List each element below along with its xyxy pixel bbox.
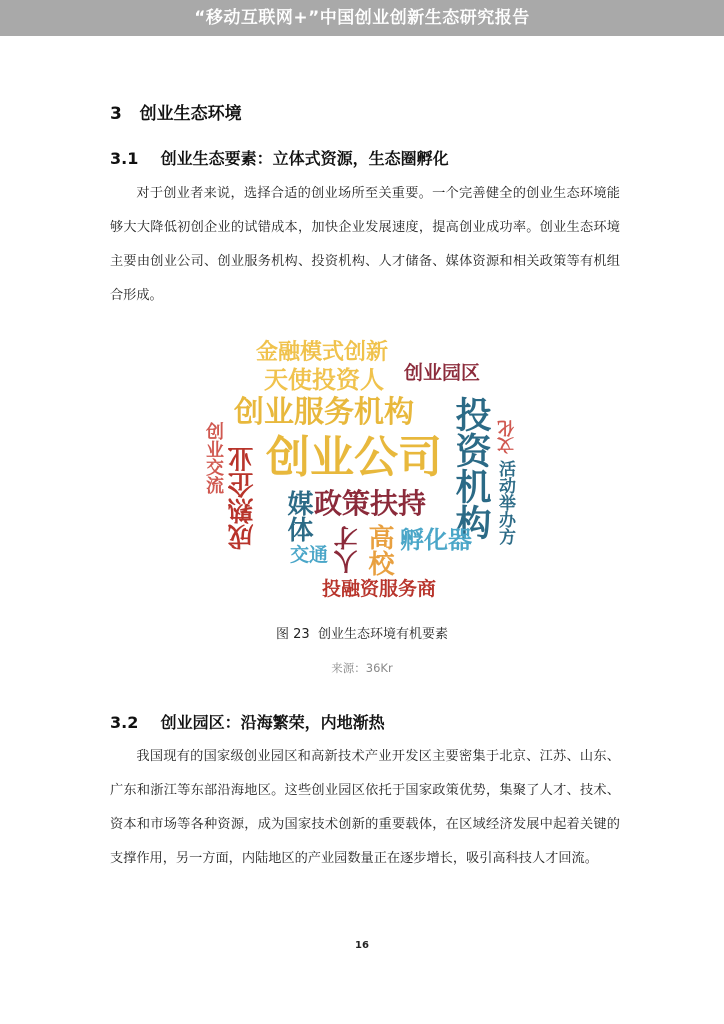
section-3-1-heading: 3.1 创业生态要素：立体式资源，生态圈孵化 xyxy=(110,149,449,168)
paragraph-text: 对于创业者来说，选择合适的创业场所至关重要。一个完善健全的创业生态环境能够大大降低初创企业的试错成本，加快企业发展速度，提高创业成功率。创业生态环境主要由创业公司、创业服务机构、投资机构、人才储备、媒体资源和相关政策等有机组合形成。 xyxy=(110,186,620,303)
word-cloud-word: 天使投资人 xyxy=(264,366,384,394)
section-3-2-paragraph xyxy=(110,740,620,876)
word-cloud-word: 创业园区 xyxy=(404,362,481,384)
word-cloud-word: 交通 xyxy=(290,544,329,566)
word-cloud xyxy=(190,330,530,610)
word-cloud-word: 人才 xyxy=(334,526,362,574)
word-cloud-word: 创业公司 xyxy=(266,432,442,483)
figure-caption: 图 23 创业生态环境有机要素 xyxy=(276,627,448,642)
document-header: “移动互联网+”中国创业创新生态研究报告 xyxy=(0,0,724,36)
section-3-1-paragraph xyxy=(110,177,620,313)
word-cloud-word: 投融资服务商 xyxy=(322,578,437,600)
page-number: 16 xyxy=(355,940,369,951)
word-cloud-word: 高校 xyxy=(364,524,394,576)
word-cloud-word: 政策扶持 xyxy=(314,487,427,520)
word-cloud-word: 媒体 xyxy=(283,490,313,542)
word-cloud-word: 投资机构 xyxy=(450,396,491,540)
word-cloud-word: 孵化器 xyxy=(400,526,472,554)
word-cloud-word: 活动举办方 xyxy=(495,460,515,545)
word-cloud-word: 创业交流 xyxy=(203,422,224,494)
paragraph-text: 我国现有的国家级创业园区和高新技术产业开发区主要密集于北京、江苏、山东、广东和浙江等东部沿海地区。这些创业园区依托于国家政策优势，集聚了人才、技术、资本和市场等各种资源，成为国家技术创新的重要载体，在区域经济发展中起着关键的支撑作用，另一方面，内陆地区的产业园数量正在逐步增长，吸引高科技人才回流。 xyxy=(110,749,620,866)
word-cloud-word: 创业服务机构 xyxy=(234,395,414,430)
word-cloud-word: 文化 xyxy=(498,420,518,454)
section-3-2-heading: 3.2 创业园区：沿海繁荣，内地渐热 xyxy=(110,713,385,732)
section-3-heading: 3 创业生态环境 xyxy=(110,104,242,124)
figure-source: 来源：36Kr xyxy=(331,661,393,675)
word-cloud-word: 金融模式创新 xyxy=(256,340,389,365)
word-cloud-word: 成熟企业 xyxy=(228,446,258,550)
